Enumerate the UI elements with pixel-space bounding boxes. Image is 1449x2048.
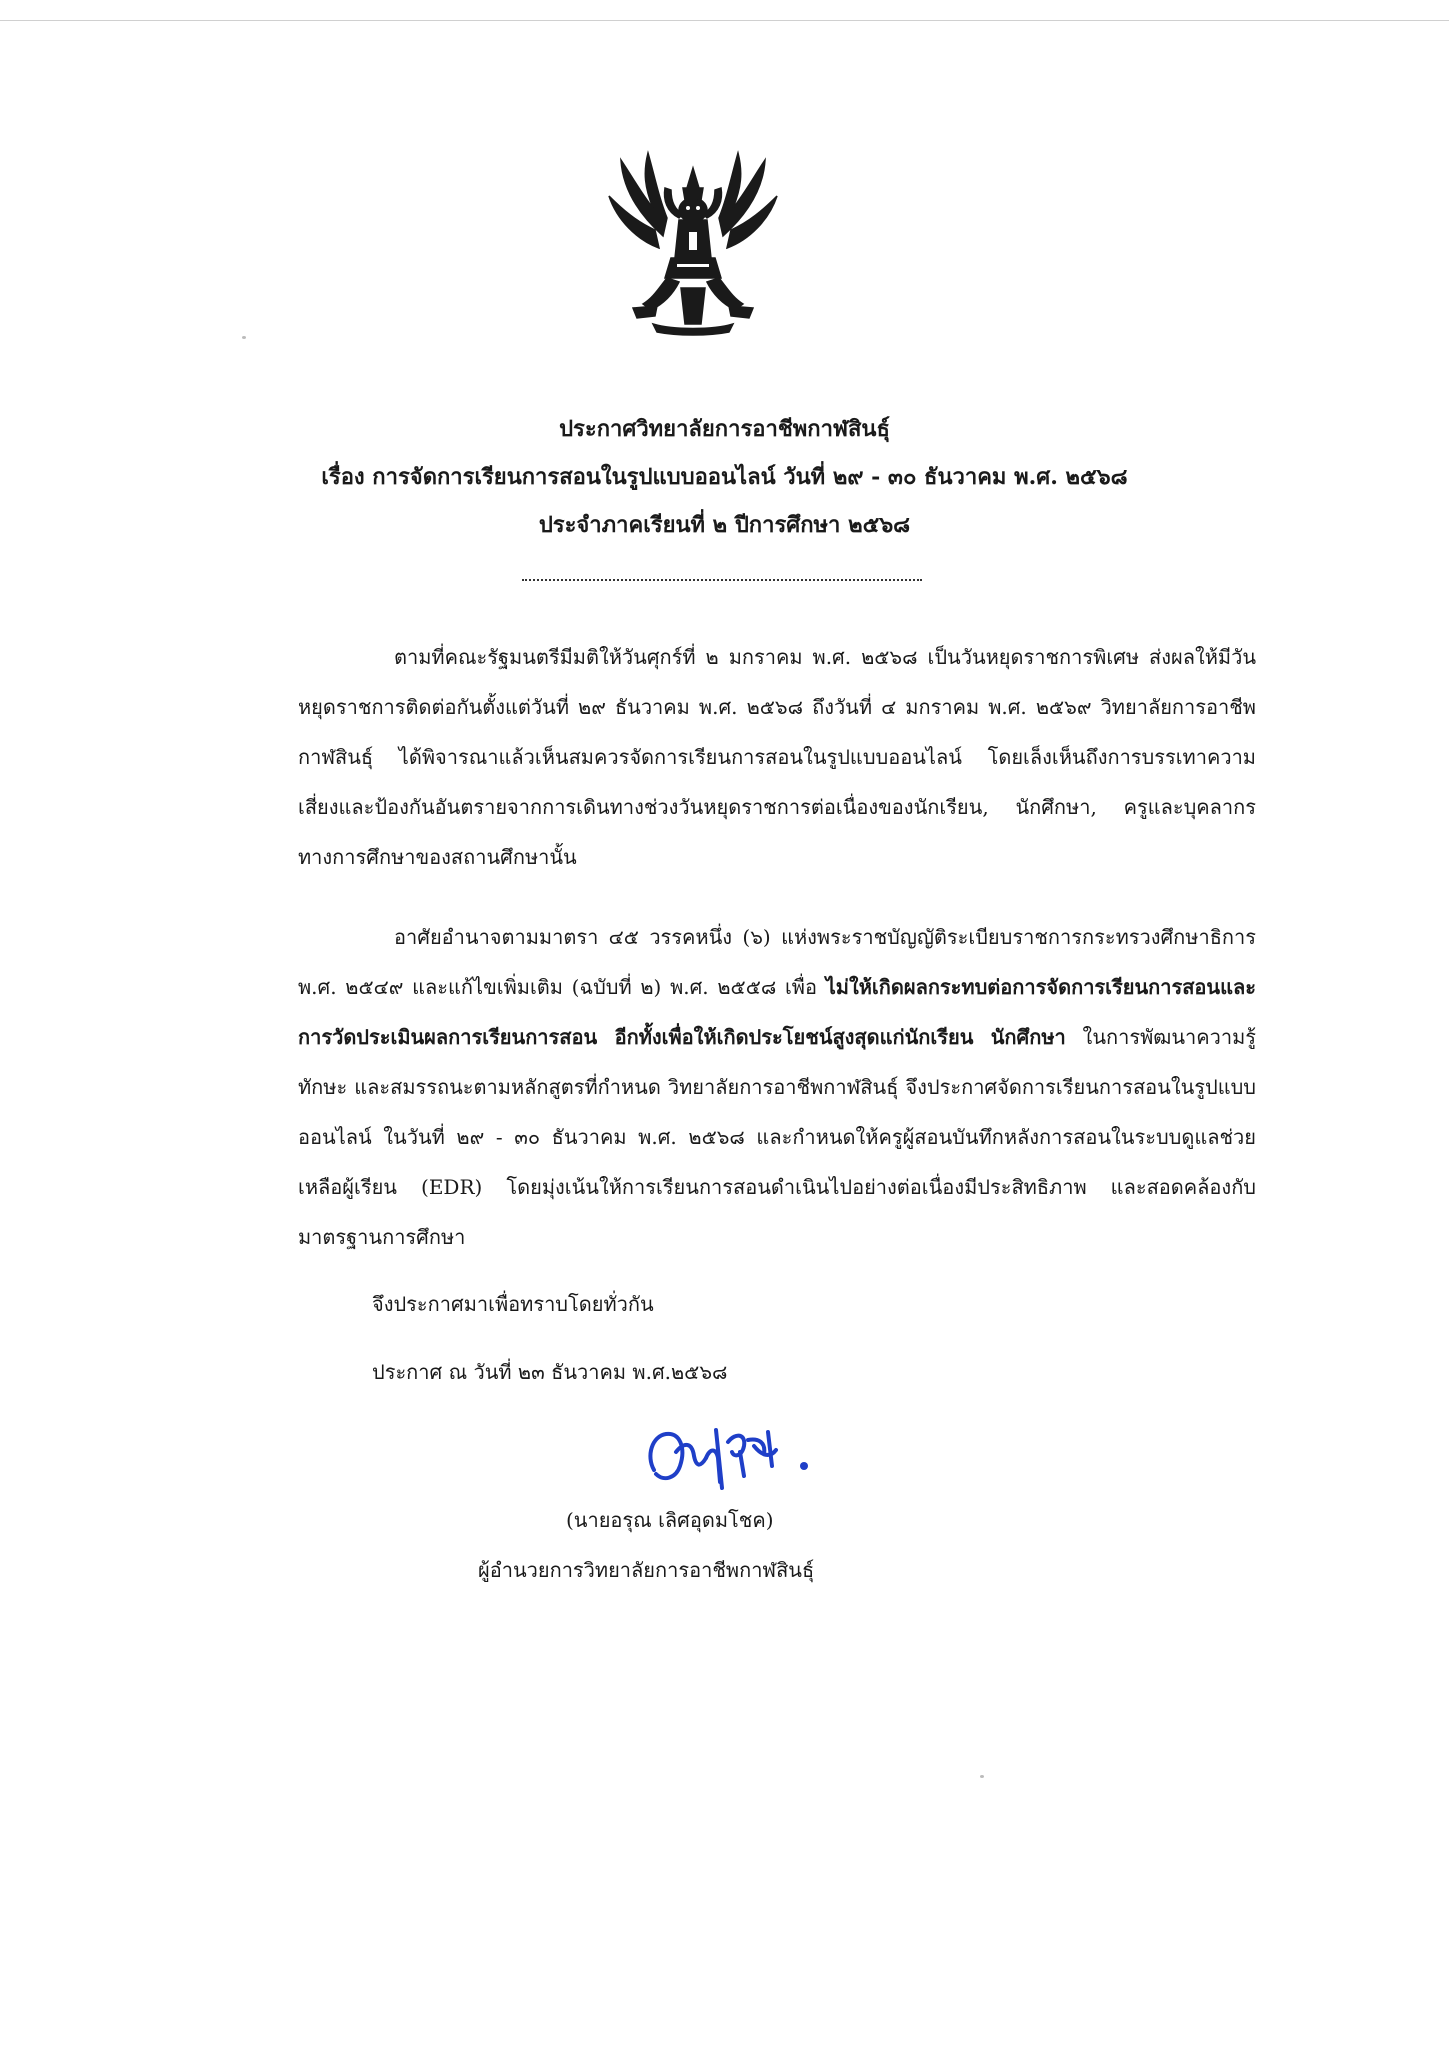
closing-statement: จึงประกาศมาเพื่อทราบโดยทั่วกัน bbox=[372, 1292, 654, 1316]
paper-speck bbox=[242, 336, 246, 339]
announcement-subject: เรื่อง การจัดการเรียนการสอนในรูปแบบออนไลน์ วันที่ ๒๙ - ๓๐ ธันวาคม พ.ศ. ๒๕๖๘ bbox=[321, 464, 1128, 490]
top-edge-rule bbox=[0, 20, 1449, 21]
paragraph-2-text-start: อาศัยอำนาจตามมาตรา ๔๕ วรรคหนึ่ง (๖) แห่งพระราชบัญญัติระเบียบราชการกระทรวงศึกษาธิการ พ.ศ. ๒๕๔๙ และแก้ไขเพิ่มเติม (ฉบับที่ ๒) พ.ศ. ๒๕๕๘ เพื่อ bbox=[298, 925, 1256, 999]
body-paragraph-1: ตามที่คณะรัฐมนตรีมีมติให้วันศุกร์ที่ ๒ มกราคม พ.ศ. ๒๕๖๘ เป็นวันหยุดราชการพิเศษ ส่งผลให้มีวันหยุดราชการติดต่อกันตั้งแต่วันที่ ๒๙ ธันวาคม พ.ศ. ๒๕๖๘ ถึงวันที่ ๔ มกราคม พ.ศ. ๒๕๖๙ วิทยาลัยการอาชีพกาฬสินธุ์ ได้พิจารณาแล้วเห็นสมควรจัดการเรียนการสอนในรูปแบบออนไลน์ โดยเล็งเห็นถึงการบรรเทาความเสี่ยงและป้องกันอันตรายจากการเดินทางช่วงวันหยุดราชการต่อเนื่องของนักเรียน, นักศึกษา, ครูและบุคลากรทางการศึกษาของสถานศึกษานั้น bbox=[298, 645, 1256, 869]
announcement-term: ประจำภาคเรียนที่ ๒ ปีการศึกษา ๒๕๖๘ bbox=[538, 512, 911, 538]
signer-name: (นายอรุณ เลิศอุดมโชค) bbox=[566, 1508, 774, 1532]
announcement-date: ประกาศ ณ วันที่ ๒๓ ธันวาคม พ.ศ.๒๕๖๘ bbox=[372, 1360, 728, 1384]
dotted-divider bbox=[522, 579, 922, 581]
announcement-title: ประกาศวิทยาลัยการอาชีพกาฬสินธุ์ bbox=[559, 416, 890, 442]
signer-title: ผู้อำนวยการวิทยาลัยการอาชีพกาฬสินธุ์ bbox=[478, 1558, 815, 1582]
garuda-emblem-icon bbox=[593, 148, 793, 338]
paper-speck bbox=[980, 1775, 984, 1778]
body-paragraph-2 bbox=[298, 912, 1256, 1262]
handwritten-signature bbox=[636, 1412, 836, 1502]
paragraph-2-text-end: ในการพัฒนาความรู้ ทักษะ และสมรรถนะตามหลักสูตรที่กำหนด วิทยาลัยการอาชีพกาฬสินธุ์ จึงประกาศจัดการเรียนการสอนในรูปแบบออนไลน์ ในวันที่ ๒๙ - ๓๐ ธันวาคม พ.ศ. ๒๕๖๘ และกำหนดให้ครูผู้สอนบันทึกหลังการสอนในระบบดูแลช่วยเหลือผู้เรียน (EDR) โดยมุ่งเน้นให้การเรียนการสอนดำเนินไปอย่างต่อเนื่องมีประสิทธิภาพ และสอดคล้องกับมาตรฐานการศึกษา bbox=[298, 1025, 1256, 1249]
paragraph-2-emphasis: ไม่ให้เกิดผลกระทบต่อการจัดการเรียนการสอนและการวัดประเมินผลการเรียนการสอน อีกทั้งเพื่อให้เกิดประโยชน์สูงสุดแก่นักเรียน นักศึกษา bbox=[298, 975, 1256, 1049]
